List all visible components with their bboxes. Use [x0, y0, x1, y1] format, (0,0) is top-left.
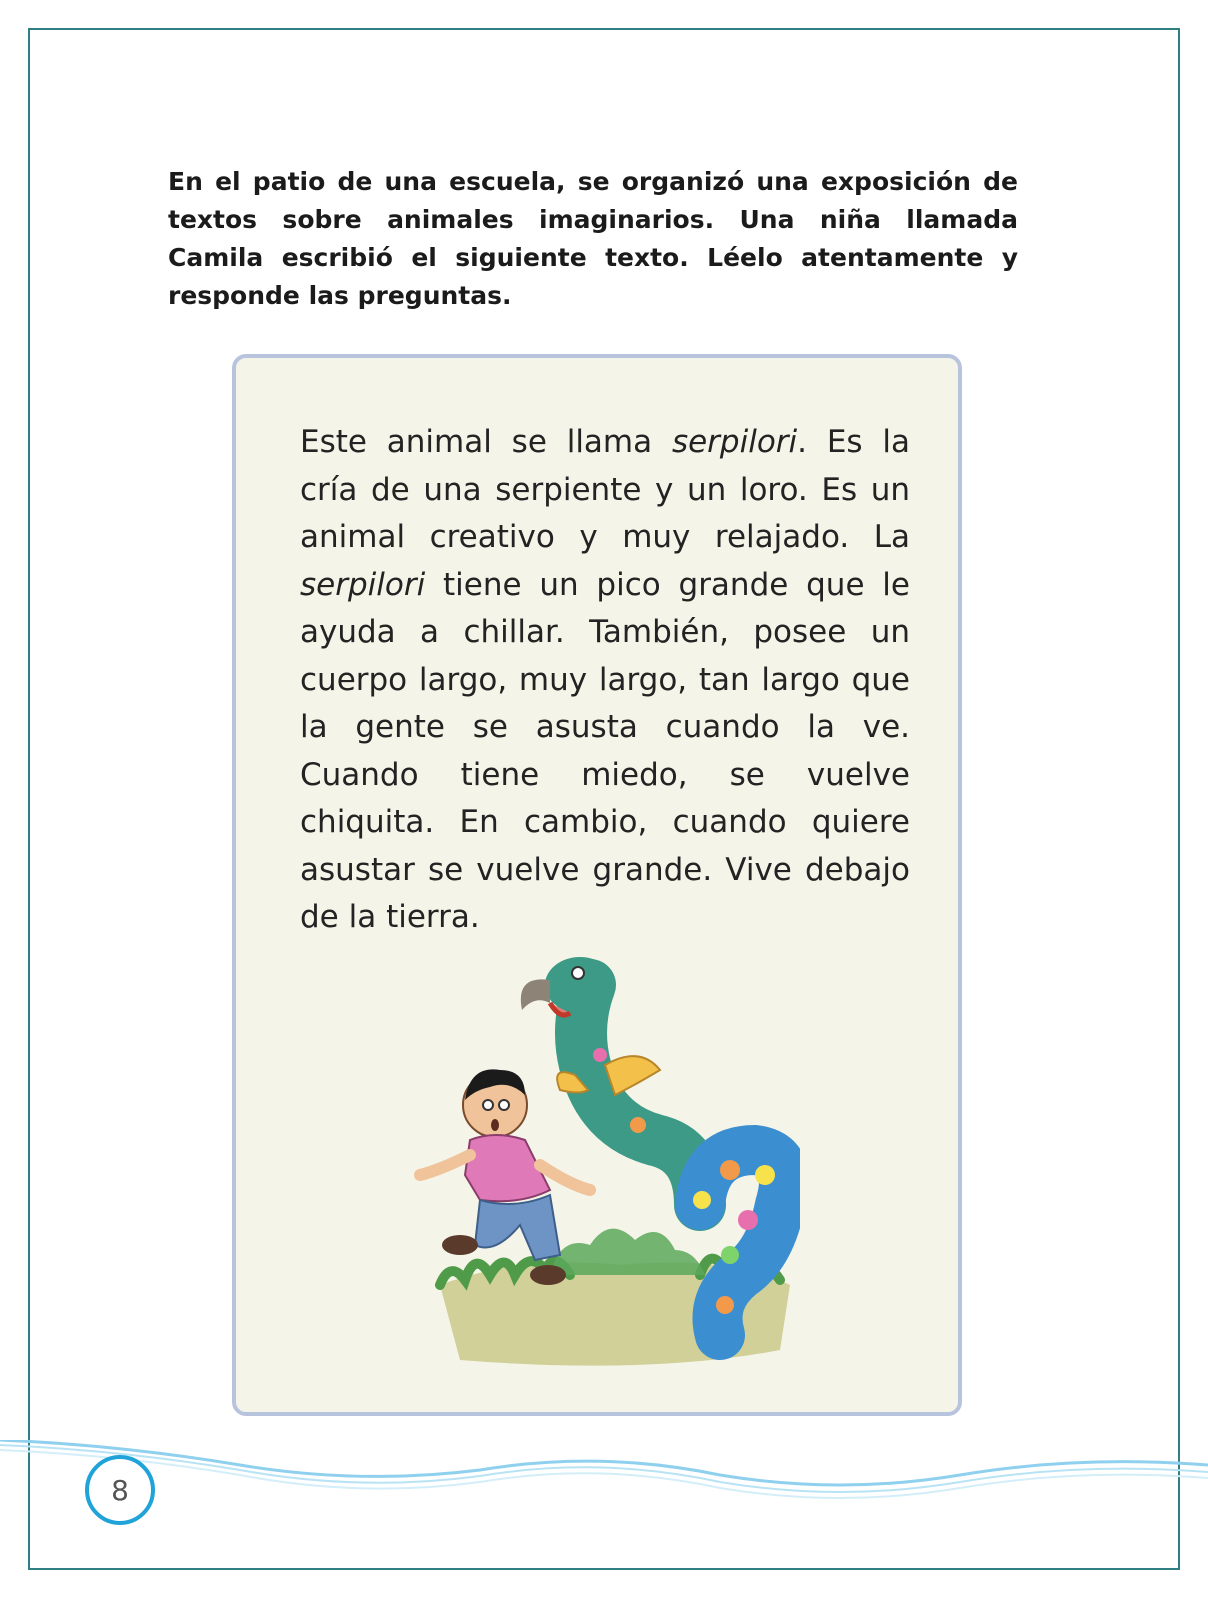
page-number: 8	[111, 1473, 129, 1507]
boy-eye	[499, 1100, 509, 1110]
animal-name-italic: serpilori	[671, 424, 798, 460]
boy-shoe	[442, 1235, 478, 1255]
boy-shoe	[530, 1265, 566, 1285]
serpilori-spot	[721, 1246, 739, 1264]
serpilori-eye	[572, 967, 584, 979]
boy-eye	[483, 1100, 493, 1110]
serpilori-spot	[693, 1191, 711, 1209]
serpilori-wing	[605, 1056, 660, 1095]
animal-name-italic-2: serpilori	[300, 566, 426, 603]
story-text-part-1: Este animal se llama	[300, 424, 672, 460]
boy-arm-left	[420, 1155, 470, 1175]
serpilori-spot	[720, 1160, 740, 1180]
serpilori-and-boy-illustration	[400, 955, 800, 1385]
bushes	[550, 1229, 705, 1275]
story-text-part-2: . Es la cría de una serpiente y un loro. Es un animal creativo y muy relajado. La	[300, 424, 910, 555]
page-number-badge	[85, 1455, 155, 1525]
serpilori-spot	[630, 1117, 646, 1133]
serpilori-spot	[738, 1210, 758, 1230]
story-paragraph	[300, 419, 910, 942]
serpilori-beak	[521, 979, 550, 1010]
boy-mouth	[491, 1119, 499, 1131]
serpilori-spot	[755, 1165, 775, 1185]
serpilori-spot	[593, 1048, 607, 1062]
decorative-wave	[0, 1440, 1208, 1530]
serpilori-head	[545, 957, 615, 1013]
story-text-part-3: tiene un pico grande que le ayuda a chillar. También, posee un cuerpo largo, muy largo, tan largo que la gente se asusta cuando la ve. Cuando tiene miedo, se vuelve chiquita. En cambio, cuando quiere asustar se vuelve grande. Vive debajo de la tierra.	[300, 566, 910, 935]
boy-pants	[475, 1195, 560, 1260]
serpilori-spot	[716, 1296, 734, 1314]
intro-paragraph: En el patio de una escuela, se organizó una exposición de textos sobre animales imaginarios. Una niña llamada Camila escribió el siguiente texto. Léelo atentamente y responde las preguntas.	[168, 167, 1018, 310]
